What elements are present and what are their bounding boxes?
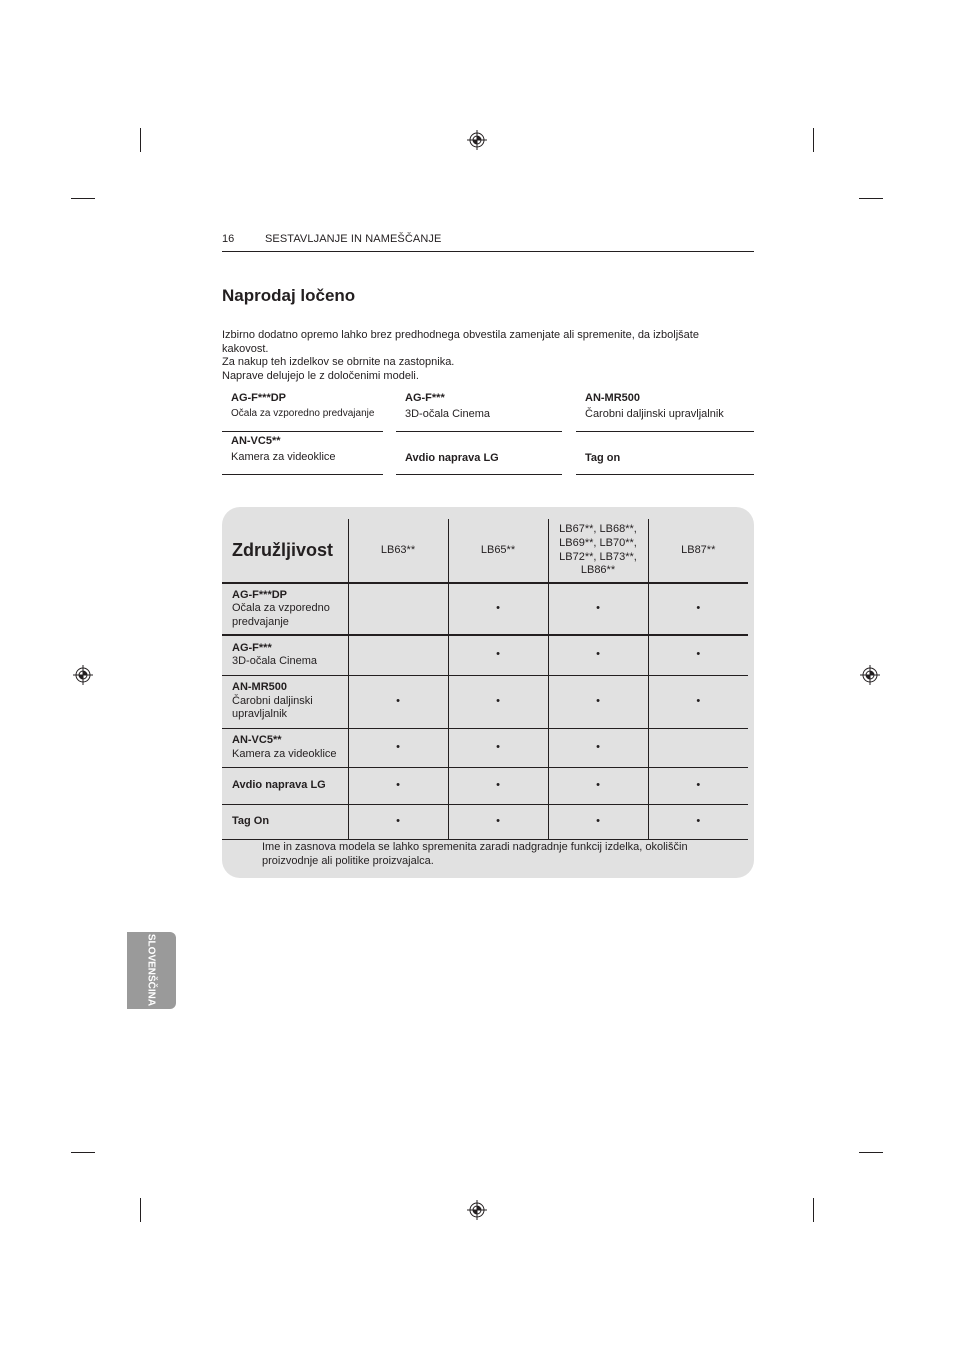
intro-paragraph: Za nakup teh izdelkov se obrnite na zastopnika. [222, 356, 455, 369]
compat-cell: • [448, 728, 548, 767]
compat-cell: • [548, 583, 648, 635]
compat-cell: • [348, 767, 448, 804]
compat-cell [348, 583, 448, 635]
table-row [222, 635, 748, 675]
accessory-desc: Čarobni daljinski upravljalnik [585, 408, 724, 420]
crop-mark [859, 1152, 883, 1153]
crop-mark [140, 1198, 141, 1222]
compatibility-footnote: Ime in zasnova modela se lahko spremenita zaradi nadgradnje funkcij izdelka, okoliščin proizvodnje ali politike proizvajalca. [262, 841, 688, 867]
crop-mark [71, 1152, 95, 1153]
compat-cell: • [448, 635, 548, 675]
model-header: LB87** [648, 519, 748, 583]
row-desc: Čarobni daljinski upravljalnik [232, 694, 313, 721]
model-header: LB63** [348, 519, 448, 583]
registration-mark-icon [860, 665, 880, 685]
compat-cell: • [548, 767, 648, 804]
accessory-item [222, 390, 383, 432]
accessory-code: AN-VC5** [231, 435, 281, 447]
language-tab-label: SLOVENŠČINA [145, 933, 157, 1007]
compatibility-panel [222, 507, 754, 878]
row-header [222, 767, 348, 804]
row-code: Tag On [232, 814, 270, 827]
table-header-row [222, 519, 748, 583]
registration-mark-icon [73, 665, 93, 685]
language-tab [127, 932, 176, 1009]
model-header [548, 519, 648, 583]
page-title: Naprodaj ločeno [222, 286, 356, 305]
accessory-desc: Tag on [585, 452, 621, 464]
page-number: 16 [222, 233, 235, 245]
compat-cell: • [448, 583, 548, 635]
compatibility-title: Združljivost [222, 519, 348, 583]
compat-cell: • [548, 728, 648, 767]
row-desc: Očala za vzporedno predvajanje [232, 602, 330, 628]
row-header [222, 804, 348, 839]
model-header-text: LB67**, LB68**, LB69**, LB70**, LB72**, LB73**, LB86** [559, 523, 637, 577]
accessory-desc: Očala za vzporedno predvajanje [231, 408, 375, 419]
row-code: AG-F*** [232, 641, 272, 654]
compat-cell: • [448, 767, 548, 804]
compat-cell: • [648, 675, 748, 728]
row-header [222, 728, 348, 767]
row-code: Avdio naprava LG [232, 778, 326, 791]
header-rule [222, 251, 754, 252]
crop-mark [813, 1198, 814, 1222]
accessory-desc: Kamera za videoklice [231, 451, 336, 463]
compat-cell: • [548, 804, 648, 839]
row-code: AN-VC5** [232, 733, 282, 746]
crop-mark [813, 128, 814, 152]
compat-cell: • [448, 804, 548, 839]
compat-cell: • [448, 675, 548, 728]
section-title: SESTAVLJANJE IN NAMEŠČANJE [265, 233, 442, 245]
compat-cell: • [548, 635, 648, 675]
row-header [222, 583, 348, 635]
accessory-code: AG-F***DP [231, 392, 287, 404]
compat-cell: • [648, 635, 748, 675]
accessory-desc: Avdio naprava LG [405, 452, 499, 464]
intro-text [222, 329, 742, 383]
compat-cell: • [348, 804, 448, 839]
table-row [222, 675, 748, 728]
accessory-item [396, 390, 562, 432]
accessory-code: AN-MR500 [585, 392, 641, 404]
table-row [222, 804, 748, 839]
table-row [222, 583, 748, 635]
compat-cell [348, 635, 448, 675]
row-header [222, 675, 348, 728]
accessory-item [396, 433, 562, 475]
registration-mark-icon [467, 1200, 487, 1220]
accessory-item [222, 433, 383, 475]
row-desc: Kamera za videoklice [232, 747, 337, 760]
accessory-item [576, 390, 754, 432]
compat-cell: • [648, 804, 748, 839]
compat-cell: • [348, 675, 448, 728]
accessory-item [576, 433, 754, 475]
intro-paragraph: Naprave delujejo le z določenimi modeli. [222, 369, 419, 382]
crop-mark [71, 198, 95, 199]
table-row [222, 767, 748, 804]
row-desc: 3D-očala Cinema [232, 655, 317, 668]
compat-cell: • [548, 675, 648, 728]
compatibility-table [222, 519, 748, 840]
table-row [222, 728, 748, 767]
row-code: AG-F***DP [232, 588, 288, 601]
compat-cell [648, 728, 748, 767]
model-header: LB65** [448, 519, 548, 583]
intro-paragraph: Izbirno dodatno opremo lahko brez predhodnega obvestila zamenjate ali spremenite, da izboljšate kakovost. [222, 329, 699, 355]
row-header [222, 635, 348, 675]
accessory-desc: 3D-očala Cinema [405, 408, 490, 420]
accessory-code: AG-F*** [405, 392, 445, 404]
crop-mark [859, 198, 883, 199]
compat-cell: • [648, 767, 748, 804]
crop-mark [140, 128, 141, 152]
row-code: AN-MR500 [232, 681, 288, 694]
compat-cell: • [348, 728, 448, 767]
compat-cell: • [648, 583, 748, 635]
registration-mark-icon [467, 130, 487, 150]
